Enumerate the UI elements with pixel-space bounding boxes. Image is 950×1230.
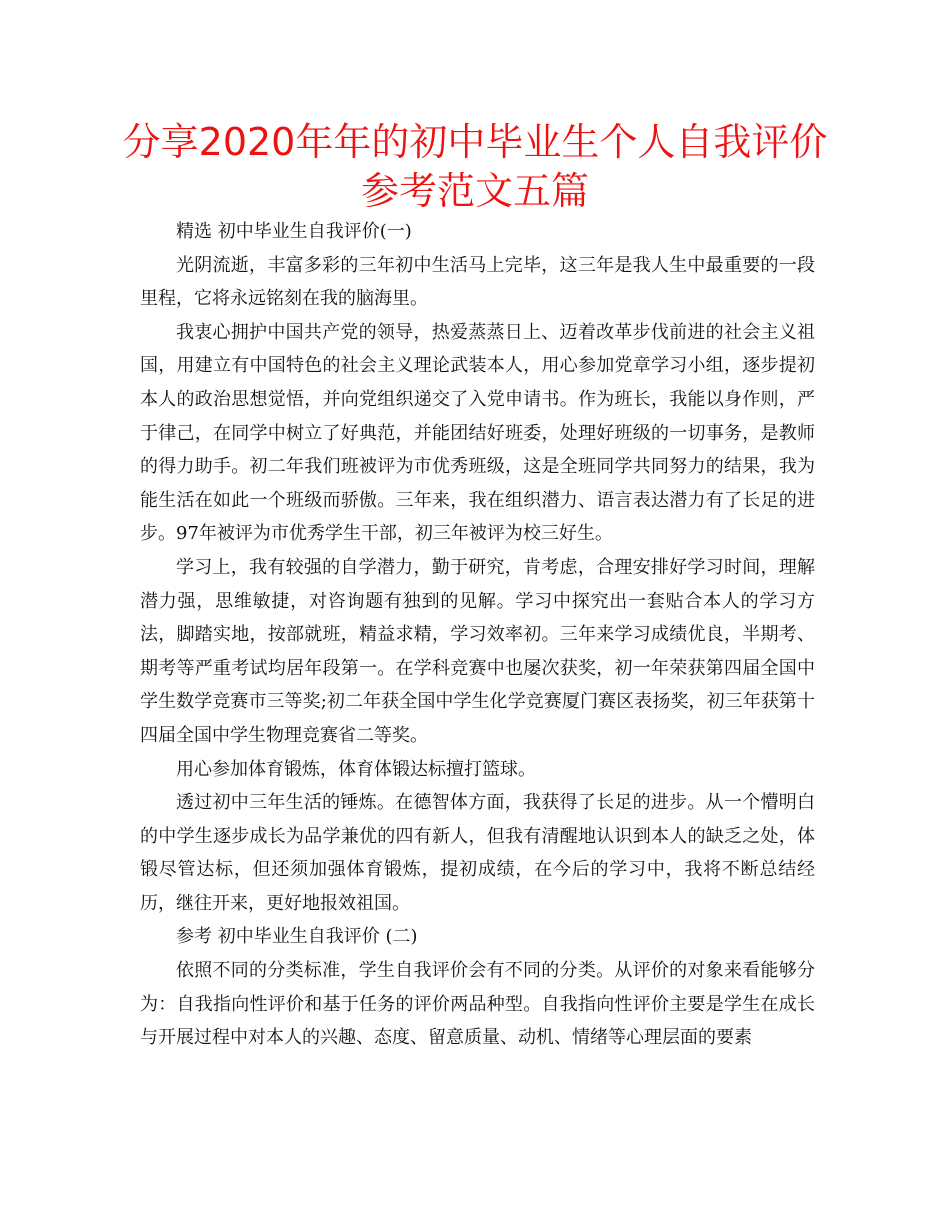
- document-title-line-1: 分享2020年年的初中毕业生个人自我评价: [122, 120, 828, 164]
- document-title-line-2: 参考范文五篇: [360, 169, 589, 213]
- section-heading-1: 精选 初中毕业生自我评价(一): [176, 221, 412, 242]
- paragraph: 学习上，我有较强的自学潜力，勤于研究，肯考虑，合理安排好学习时间，理解潜力强，思维敏捷，对咨询题有独到的见解。学习中探究出一套贴合本人的学习方法，脚踏实地，按部就班，精益求精，学习效率初。三年来学习成绩优良，半期考、期考等严重考试均居年段第一。在学科竞赛中也屡次获奖，初一年荣获第四届全国中学生数学竞赛市三等奖;初二年获全国中学生化学竞赛厦门赛区表扬奖，初三年获第十四届全国中学生物理竞赛省二等奖。: [140, 556, 815, 746]
- paragraph: 用心参加体育锻炼，体育体锻达标擅打篮球。: [176, 758, 536, 780]
- paragraph: 光阴流逝，丰富多彩的三年初中生活马上完毕，这三年是我人生中最重要的一段里程，它将永远铭刻在我的脑海里。: [140, 254, 815, 310]
- paragraph: 依照不同的分类标准，学生自我评价会有不同的分类。从评价的对象来看能够分为：自我指向性评价和基于任务的评价两品种型。自我指向性评价主要是学生在成长与开展过程中对本人的兴趣、态度、留意质量、动机、情绪等心理层面的要素: [140, 960, 815, 1049]
- document-body: [140, 215, 815, 1055]
- section-heading-2: 参考 初中毕业生自我评价 (二): [176, 926, 418, 948]
- paragraph: 透过初中三年生活的锤炼。在德智体方面，我获得了长足的进步。从一个懵明白的中学生逐步成长为品学兼优的四有新人，但我有清醒地认识到本人的缺乏之处，体锻尽管达标，但还须加强体育锻炼，提初成绩，在今后的学习中，我将不断总结经历，继往开来，更好地报效祖国。: [140, 792, 815, 914]
- paragraph: 我衷心拥护中国共产党的领导，热爱蒸蒸日上、迈着改革步伐前进的社会主义祖国，用建立有中国特色的社会主义理论武装本人，用心参加党章学习小组，逐步提初本人的政治思想觉悟，并向党组织递交了入党申请书。作为班长，我能以身作则，严于律己，在同学中树立了好典范，并能团结好班委，处理好班级的一切事务，是教师的得力助手。初二年我们班被评为市优秀班级，这是全班同学共同努力的结果，我为能生活在如此一个班级而骄傲。三年来，我在组织潜力、语言表达潜力有了长足的进步。97年被评为市优秀学生干部，初三年被评为校三好生。: [140, 321, 815, 545]
